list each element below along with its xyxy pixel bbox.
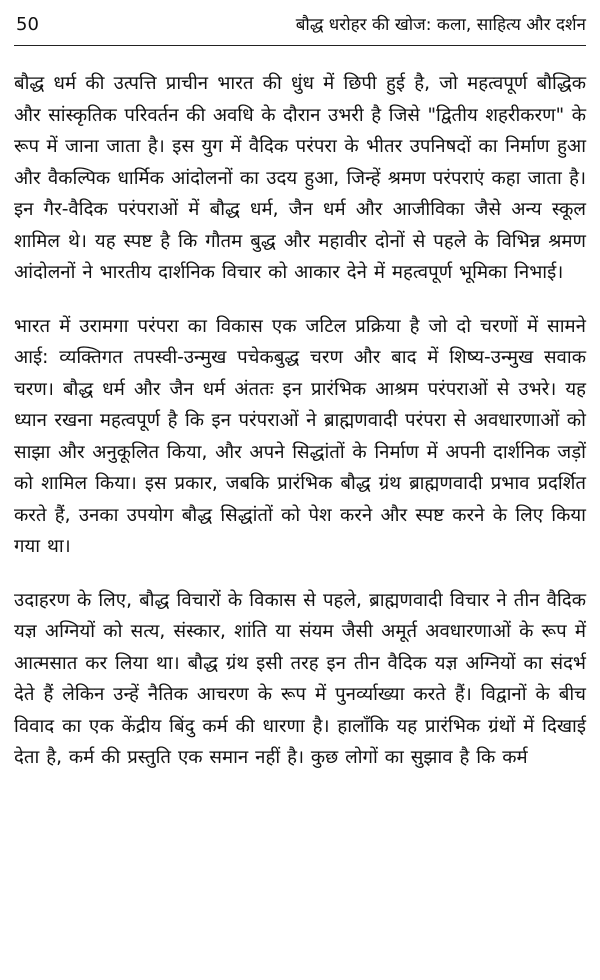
paragraph: उदाहरण के लिए, बौद्ध विचारों के विकास से पहले, ब्राह्मणवादी विचार ने तीन वैदिक यज्ञ अग्नियों को सत्य, संस्कार, शांति या संयम जैसी अमूर्त अवधारणाओं के रूप में आत्मसात कर लिया था। बौद्ध ग्रंथ इसी तरह इन तीन वैदिक यज्ञ अग्नियों का संदर्भ देते हैं लेकिन उन्हें नैतिक आचरण के रूप में पुनर्व्याख्या करते हैं। विद्वानों के बीच विवाद का एक केंद्रीय बिंदु कर्म की धारणा है। हालाँकि यह प्रारंभिक ग्रंथों में दिखाई देता है, कर्म की प्रस्तुति एक समान नहीं है। कुछ लोगों का सुझाव है कि कर्म: [14, 589, 586, 768]
body-text: [14, 68, 586, 980]
paragraph: भारत में उरामगा परंपरा का विकास एक जटिल प्रक्रिया है जो दो चरणों में सामने आई: व्यक्तिगत तपस्वी-उन्मुख पचेकबुद्ध चरण और बाद में शिष्य-उन्मुख सवाक चरण। बौद्ध धर्म और जैन धर्म अंततः इन प्रारंभिक आश्रम परंपराओं से उभरे। यह ध्यान रखना महत्वपूर्ण है कि इन परंपराओं ने ब्राह्मणवादी परंपरा से अवधारणाओं को साझा और अनुकूलित किया, और अपने सिद्धांतों के निर्माण में अपनी दार्शनिक जड़ों को शामिल किया। इस प्रकार, जबकि प्रारंभिक बौद्ध ग्रंथ ब्राह्मणवादी प्रभाव प्रदर्शित करते हैं, उनका उपयोग बौद्ध सिद्धांतों को पेश करने और स्पष्ट करने के लिए किया गया था।: [14, 315, 586, 557]
page-header: [14, 14, 586, 48]
running-title: बौद्ध धरोहर की खोज: कला, साहित्य और दर्शन: [295, 15, 586, 35]
header-rule: [14, 45, 586, 46]
page-number: 50: [16, 14, 39, 35]
paragraph: बौद्ध धर्म की उत्पत्ति प्राचीन भारत की धुंध में छिपी हुई है, जो महत्वपूर्ण बौद्धिक और सांस्कृतिक परिवर्तन की अवधि के दौरान उभरी है जिसे "द्वितीय शहरीकरण" के रूप में जाना जाता है। इस युग में वैदिक परंपरा के भीतर उपनिषदों का निर्माण हुआ और वैकल्पिक धार्मिक आंदोलनों का उदय हुआ, जिन्हें श्रमण परंपराएं कहा जाता है। इन गैर-वैदिक परंपराओं में बौद्ध धर्म, जैन धर्म और आजीविका जैसे अन्य स्कूल शामिल थे। यह स्पष्ट है कि गौतम बुद्ध और महावीर दोनों से पहले के विभिन्न श्रमण आंदोलनों ने भारतीय दार्शनिक विचार को आकार देने में महत्वपूर्ण भूमिका निभाई।: [14, 73, 586, 283]
